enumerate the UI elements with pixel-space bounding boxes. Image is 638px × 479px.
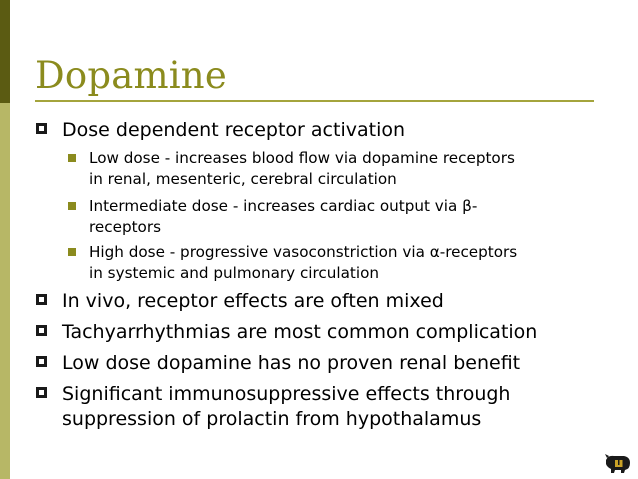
subbullet-text: High dose - progressive vasoconstriction via α-receptors [89, 243, 518, 261]
title-divider [35, 100, 594, 102]
bullet-text: Low dose dopamine has no proven renal benefit [62, 352, 521, 374]
bullet-text: Dose dependent receptor activation [62, 119, 406, 141]
hollow-square-icon [36, 387, 47, 398]
bullet-text: suppression of prolactin from hypothalamus [62, 408, 482, 430]
filled-square-icon [68, 202, 76, 210]
slide-title: Dopamine [35, 54, 227, 97]
bullet-text: Tachyarrhythmias are most common complication [62, 321, 538, 343]
subbullet-text: receptors [89, 218, 161, 236]
hollow-square-icon [36, 325, 47, 336]
filled-square-icon [68, 154, 76, 162]
subbullet-text: Low dose - increases blood flow via dopamine receptors [89, 149, 515, 167]
hollow-square-icon [36, 356, 47, 367]
subbullet-text: in systemic and pulmonary circulation [89, 264, 380, 282]
buffalo-logo-icon [604, 452, 632, 474]
subbullet-text: in renal, mesenteric, cerebral circulation [89, 170, 397, 188]
hollow-square-icon [36, 123, 47, 134]
filled-square-icon [68, 248, 76, 256]
sidebar-light-band [0, 103, 10, 479]
subbullet-text: Intermediate dose - increases cardiac output via β- [89, 197, 478, 215]
bullet-text: In vivo, receptor effects are often mixed [62, 290, 444, 312]
sidebar-dark-band [0, 0, 10, 103]
hollow-square-icon [36, 294, 47, 305]
bullet-text: Significant immunosuppressive effects through [62, 383, 511, 405]
